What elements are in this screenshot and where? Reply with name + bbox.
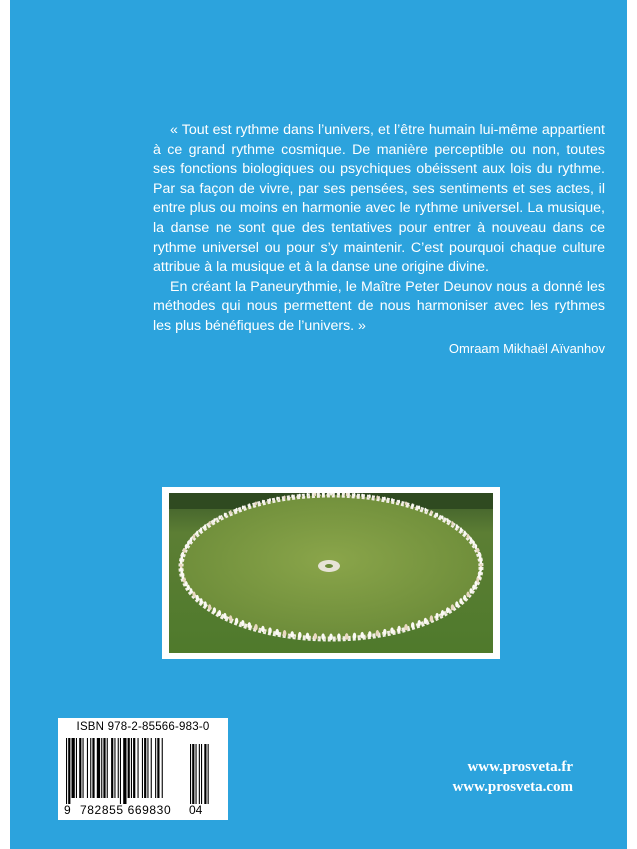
quote-paragraph-2: En créant la Paneurythmie, le Maître Peter Deunov nous a donné les méthodes qui nous permettent de nous harmoniser avec les rythmes les plus bénéfiques de l’univers. » [153, 278, 605, 334]
publisher-urls [452, 757, 573, 797]
photo-frame [162, 487, 500, 659]
quote-block [153, 121, 605, 358]
quote-author: Omraam Mikhaël Aïvanhov [448, 340, 605, 356]
barcode-first-digit: 9 [64, 803, 71, 817]
barcode-main-digits: 782855 669830 [80, 803, 172, 817]
quote-paragraph-1: « Tout est rythme dans l’univers, et l’être humain lui-même appartient à ce grand rythme cosmique. De manière perceptible ou non, toutes ses fonctions biologiques ou psychiques obéissent aux lois du rythme. Par sa façon de vivre, par ses pensées, ses sentiments et ses actes, il entre plus ou moins en harmonie avec le rythme universel. La musique, la danse ne sont que des tentatives pour entrer à nouveau dans ce rythme universel ou pour s’y maintenir. C’est pourquoi chaque culture attribue à la musique et à la danse une origine divine. [153, 122, 605, 276]
url-com[interactable]: www.prosveta.com [452, 779, 573, 795]
barcode-bars [64, 738, 222, 804]
url-fr[interactable]: www.prosveta.fr [467, 759, 573, 775]
isbn-label: ISBN 978-2-85566-983-0 [76, 721, 210, 733]
barcode [58, 718, 228, 820]
back-cover [10, 0, 627, 849]
barcode-addon-digits: 04 [189, 803, 203, 817]
paneurhythmy-circle-photo [169, 493, 493, 653]
